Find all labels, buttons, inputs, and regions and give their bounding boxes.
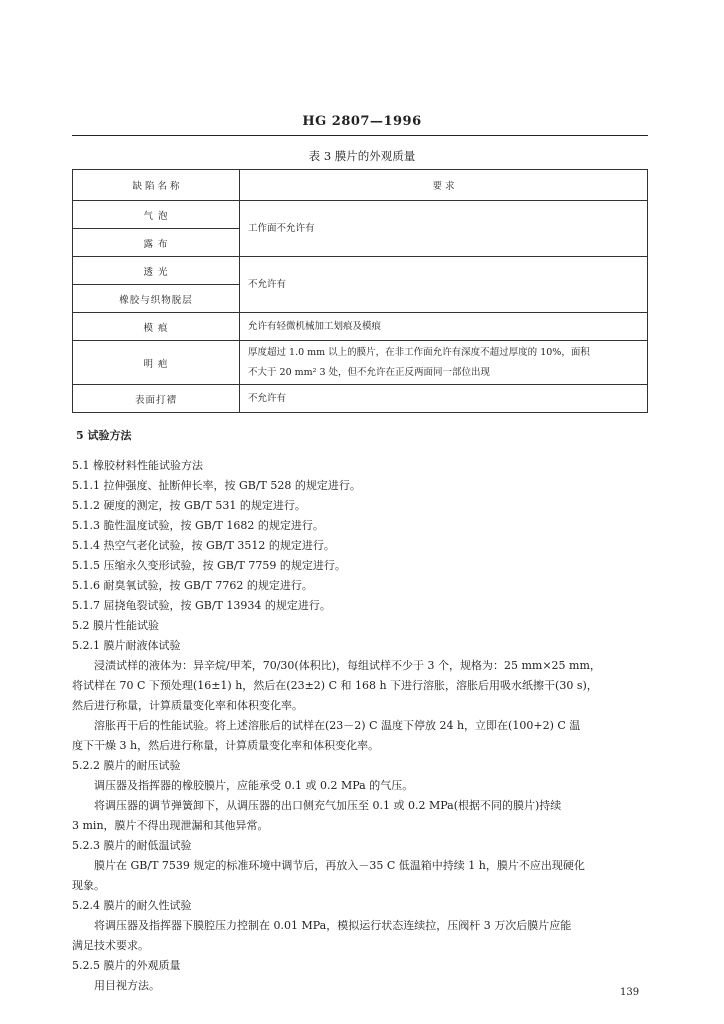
paragraph-line: 然后进行称量，计算质量变化率和体积变化率。 [72, 699, 303, 712]
paragraph-line: 现象。 [72, 879, 105, 892]
requirement-cell: 允许有轻微机械加工划痕及模痕 [240, 313, 648, 341]
section-title: 5 试验方法 [76, 429, 132, 442]
table-row [73, 201, 648, 229]
paragraph-line: 将调压器及指挥器下膜腔压力控制在 0.01 MPa，模拟运行状态连续拉，压阀杆 3 万次后膜片应能 [94, 919, 572, 932]
table-row [73, 257, 648, 285]
requirement-line: 厚度超过 1.0 mm 以上的膜片，在非工作面允许有深度不超过厚度的 10%，面积 [248, 346, 590, 358]
clause-5-1-7: 5.1.7 屈挠龟裂试验，按 GB/T 13934 的规定进行。 [72, 599, 331, 612]
defect-name: 气 泡 [73, 201, 240, 229]
paragraph-line: 将调压器的调节弹簧卸下，从调压器的出口侧充气加压至 0.1 或 0.2 MPa(根据不同的膜片)持续 [94, 799, 562, 812]
col-defect-header: 缺 陷 名 称 [73, 170, 240, 201]
clause-5-1-2: 5.1.2 硬度的测定，按 GB/T 531 的规定进行。 [72, 499, 306, 512]
table-header-row [73, 170, 648, 201]
clause-5-1-1: 5.1.1 拉伸强度、扯断伸长率，按 GB/T 528 的规定进行。 [72, 479, 361, 492]
standard-code: HG 2807—1996 [302, 114, 422, 129]
clause-title: 5.2.4 膜片的耐久性试验 [72, 899, 192, 912]
requirement-cell [240, 341, 648, 385]
paragraph-line: 满足技术要求。 [72, 939, 149, 952]
paragraph-line: 用目视方法。 [94, 979, 160, 992]
requirement-line: 不大于 20 mm² 3 处，但不允许在正反两面同一部位出现 [248, 366, 491, 378]
clause-5-1-4: 5.1.4 热空气老化试验，按 GB/T 3512 的规定进行。 [72, 539, 335, 552]
col-requirement-header: 要 求 [240, 170, 648, 201]
paragraph-line: 浸渍试样的液体为：异辛烷/甲苯，70/30(体积比)，每组试样不少于 3 个，规格为：25 mm×25 mm， [94, 659, 601, 672]
defect-name: 表面打褶 [73, 385, 240, 413]
defect-name: 透 光 [73, 257, 240, 285]
clause-title: 5.2.1 膜片耐液体试验 [72, 639, 181, 652]
defect-name: 模 痕 [73, 313, 240, 341]
defect-name: 明 疤 [73, 341, 240, 385]
subsection-title: 5.2 膜片性能试验 [72, 619, 159, 632]
paragraph-line: 将试样在 70 C 下预处理(16±1) h，然后在(23±2) C 和 168 h 下进行溶胀，溶胀后用吸水纸擦干(30 s)， [72, 679, 598, 692]
paragraph-line: 度下干燥 3 h，然后进行称量，计算质量变化率和体积变化率。 [72, 739, 380, 752]
defect-name: 橡胶与织物脱层 [73, 285, 240, 313]
paragraph-line: 3 min，膜片不得出现泄漏和其他异常。 [72, 819, 269, 832]
clause-5-1-5: 5.1.5 压缩永久变形试验，按 GB/T 7759 的规定进行。 [72, 559, 346, 572]
paragraph-line: 调压器及指挥器的橡胶膜片，应能承受 0.1 或 0.2 MPa 的气压。 [94, 779, 414, 792]
quality-table [72, 169, 648, 413]
table-row [73, 385, 648, 413]
paragraph-line: 溶胀再干后的性能试验。将上述溶胀后的试样在(23－2) C 温度下停放 24 h，立即在(100+2) C 温 [94, 719, 581, 732]
requirement-cell: 不允许有 [240, 257, 648, 313]
requirement-cell: 工作面不允许有 [240, 201, 648, 257]
paragraph-line: 膜片在 GB/T 7539 规定的标准环境中调节后，再放入－35 C 低温箱中持续 1 h，膜片不应出现硬化 [94, 859, 585, 872]
clause-5-1-3: 5.1.3 脆性温度试验，按 GB/T 1682 的规定进行。 [72, 519, 324, 532]
clause-5-1-6: 5.1.6 耐臭氧试验，按 GB/T 7762 的规定进行。 [72, 579, 313, 592]
clause-title: 5.2.2 膜片的耐压试验 [72, 759, 181, 772]
header-rule [72, 135, 648, 136]
table-caption: 表 3 膜片的外观质量 [308, 149, 416, 163]
clause-title: 5.2.5 膜片的外观质量 [72, 959, 181, 972]
table-row [73, 341, 648, 385]
defect-name: 露 布 [73, 229, 240, 257]
table-row [73, 313, 648, 341]
subsection-title: 5.1 橡胶材料性能试验方法 [72, 459, 203, 472]
clause-title: 5.2.3 膜片的耐低温试验 [72, 839, 192, 852]
page-number: 139 [620, 987, 640, 998]
requirement-cell: 不允许有 [240, 385, 648, 413]
